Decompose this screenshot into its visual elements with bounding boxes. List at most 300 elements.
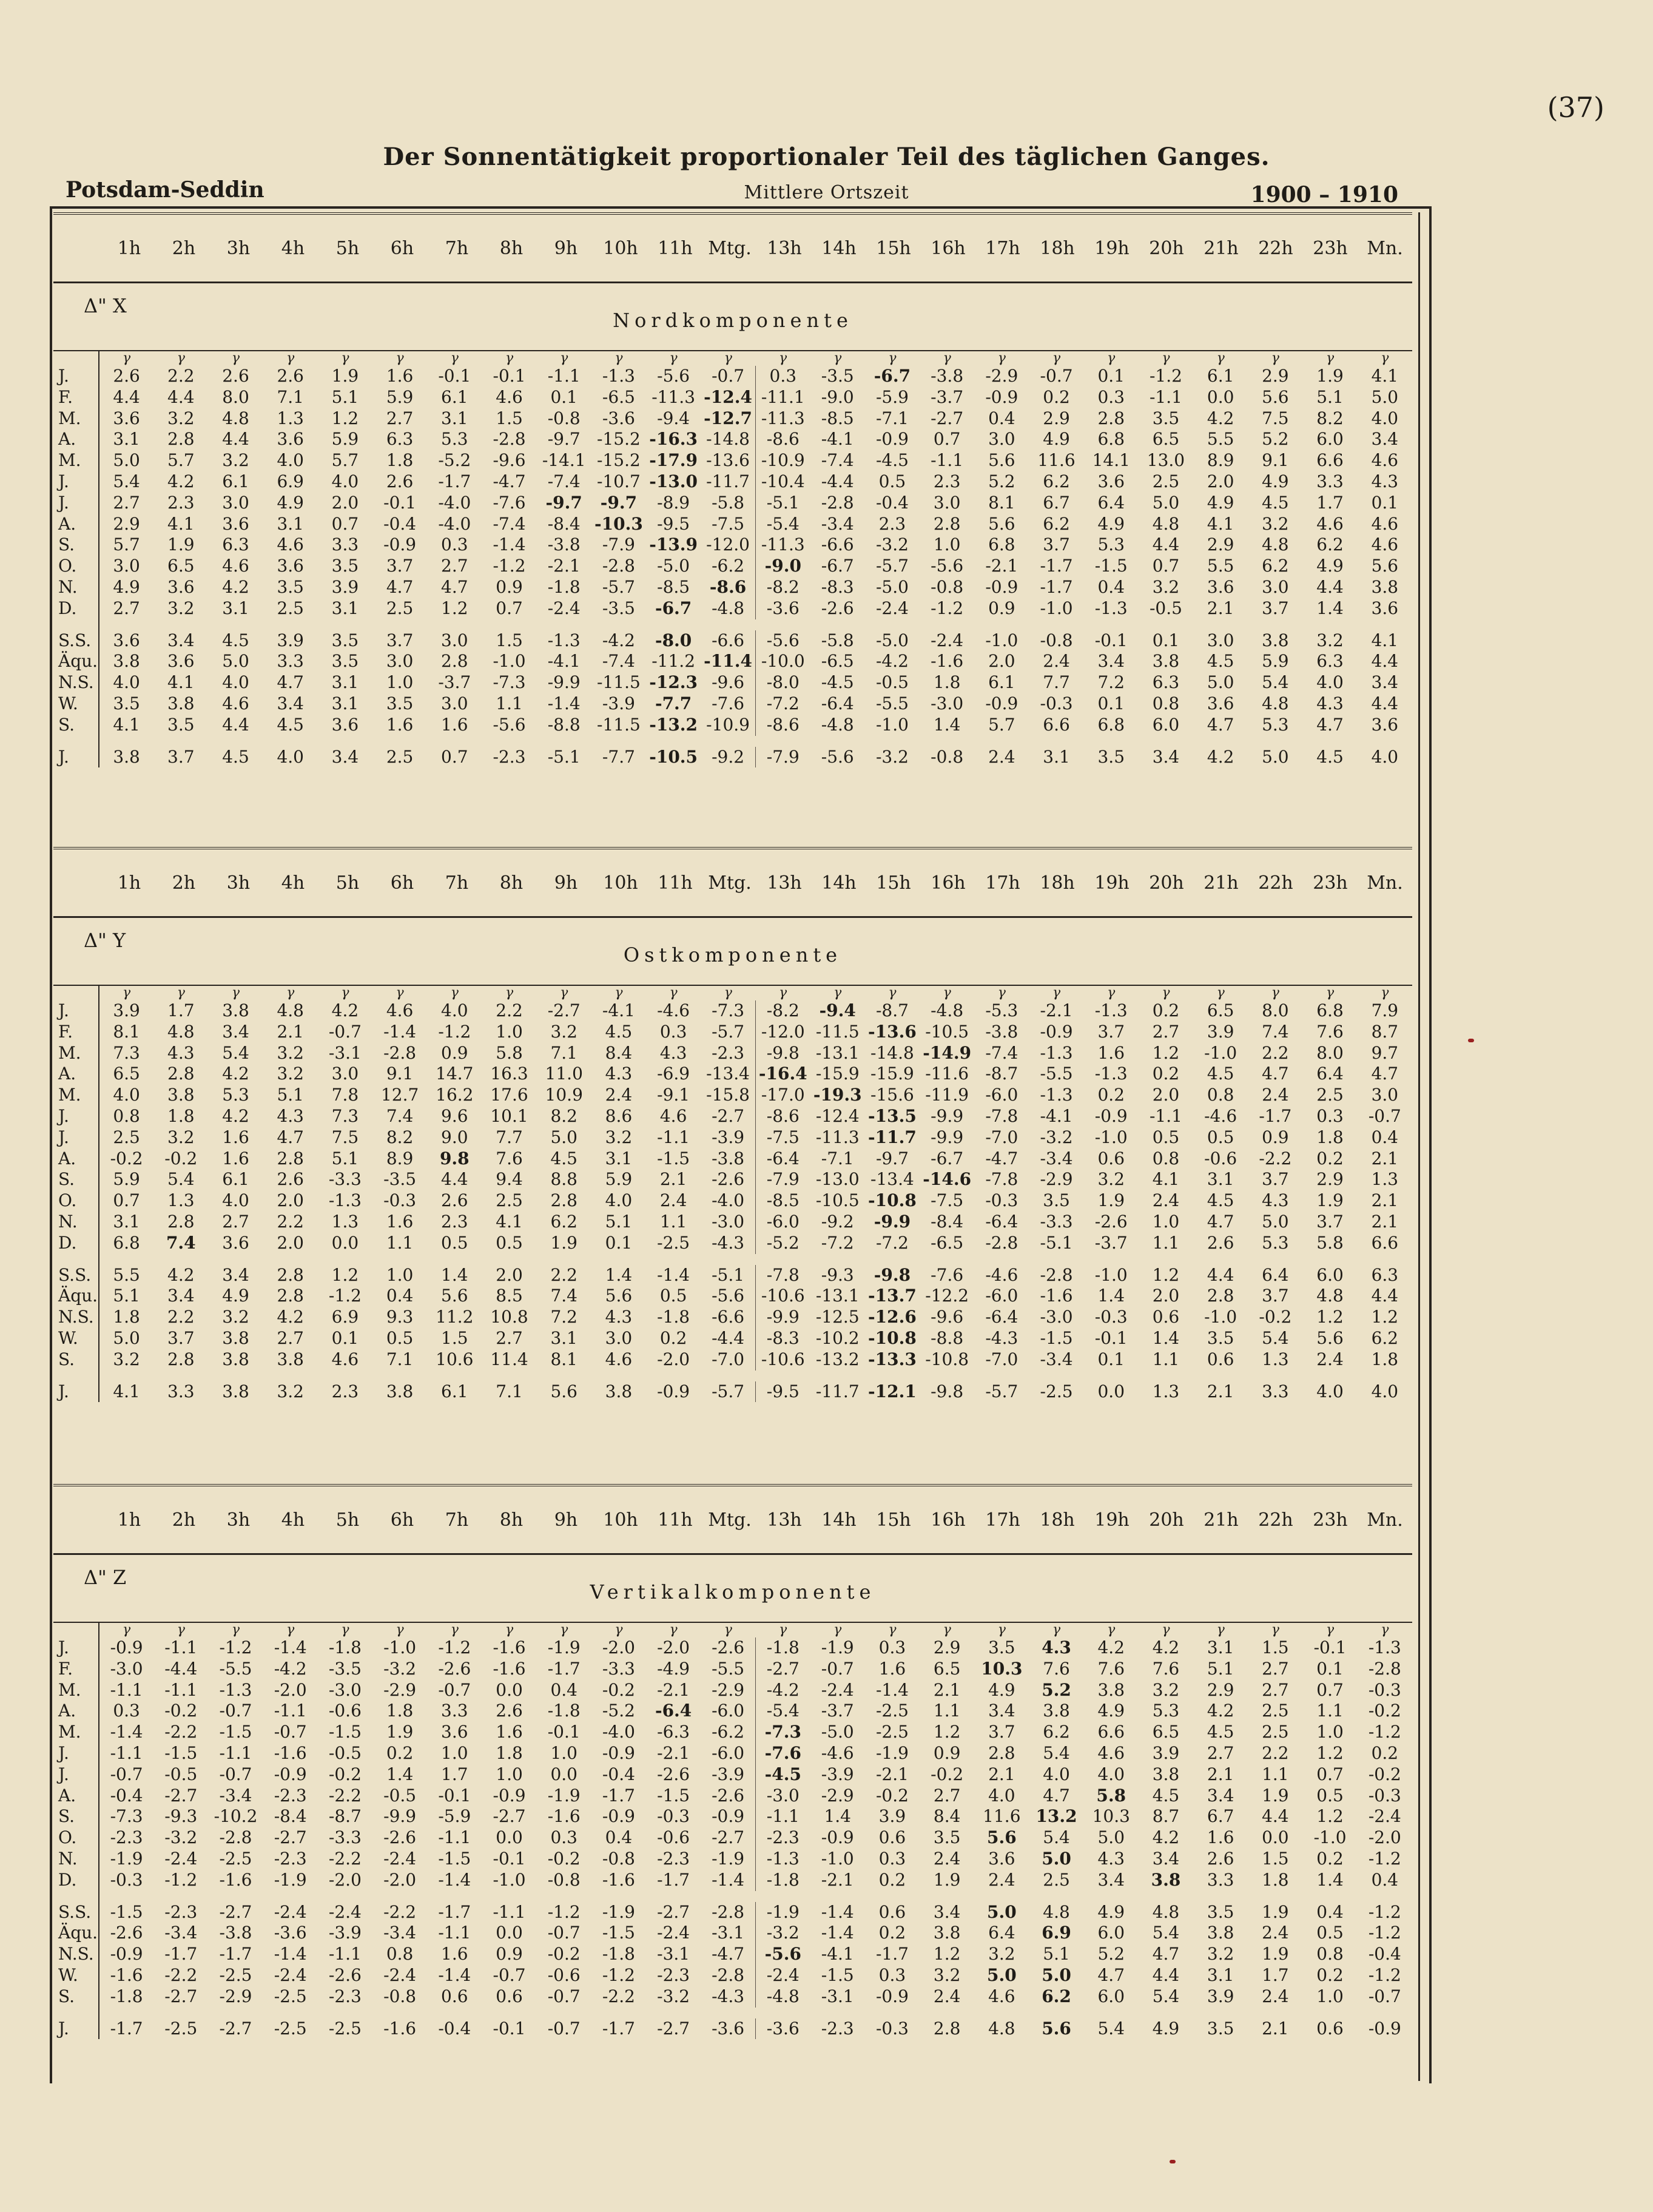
table-cell: -4.0 xyxy=(438,492,471,513)
table-cell: 3.7 xyxy=(1316,1211,1344,1232)
table-cell: 0.0 xyxy=(496,1679,523,1700)
table-cell: 4.4 xyxy=(1371,651,1399,672)
table-cell: -7.6 xyxy=(764,1742,801,1763)
table-cell: 3.6 xyxy=(113,630,140,650)
table-cell: 3.4 xyxy=(1152,1848,1180,1869)
table-cell: -11.3 xyxy=(815,1127,860,1147)
table-cell: -0.3 xyxy=(657,1806,690,1827)
table-cell: -6.7 xyxy=(931,1148,964,1168)
table-cell: -12.4 xyxy=(701,387,755,408)
table-cell: -2.6 xyxy=(701,1637,755,1659)
table-cell: -6.4 xyxy=(655,1701,692,1721)
table-cell: 9.8 xyxy=(439,1148,470,1168)
table-cell: -1.9 xyxy=(274,1869,307,1890)
table-cell: 4.2 xyxy=(1097,1637,1125,1657)
table-cell: 0.6 xyxy=(496,1986,523,2006)
table-cell: -5.0 xyxy=(875,576,909,597)
hour-label: 21h xyxy=(1204,1509,1239,1531)
unit-symbol: γ xyxy=(1216,986,1225,1000)
table-cell: -11.6 xyxy=(925,1064,969,1084)
table-cell: 2.5 xyxy=(1316,1085,1344,1105)
unit-row xyxy=(53,1623,1412,1637)
table-cell: -2.4 xyxy=(657,1923,690,1943)
table-cell: 0.7 xyxy=(496,598,523,618)
table-cell: 8.8 xyxy=(550,1169,577,1190)
table-cell: -0.9 xyxy=(1040,1021,1073,1042)
table-cell: 4.5 xyxy=(1316,746,1344,767)
table-cell: 4.5 xyxy=(1152,1785,1180,1806)
table-cell: 2.8 xyxy=(167,1064,195,1084)
table-cell: 5.4 xyxy=(113,471,140,491)
table-cell: -0.8 xyxy=(1040,630,1073,650)
table-cell: 4.7 xyxy=(1371,1064,1399,1084)
table-cell: 3.5 xyxy=(988,1637,1015,1657)
table-cell: -4.0 xyxy=(602,1722,635,1742)
table-cell: -1.0 xyxy=(985,630,1018,650)
table-cell: 0.5 xyxy=(1316,1923,1344,1943)
table-cell: 3.4 xyxy=(1207,1785,1234,1806)
table-cell: 1.5 xyxy=(496,630,523,650)
table-cell: -0.2 xyxy=(328,1764,362,1784)
table-cell: -1.8 xyxy=(657,1307,690,1327)
table-cell: -1.6 xyxy=(383,2018,417,2038)
table-cell: -1.9 xyxy=(701,1849,755,1870)
table-cell: 5.6 xyxy=(605,1286,633,1306)
table-cell: -2.8 xyxy=(1368,1658,1401,1679)
table-cell: 6.3 xyxy=(386,429,414,450)
table-cell: -3.1 xyxy=(657,1944,690,1964)
table-cell: 1.6 xyxy=(386,366,414,386)
row-label: W. xyxy=(53,1328,99,1349)
table-cell: 4.4 xyxy=(113,386,140,407)
table-cell: 9.7 xyxy=(1371,1042,1399,1063)
table-cell: -2.0 xyxy=(1368,1827,1401,1848)
table-cell: 6.6 xyxy=(1316,450,1344,471)
table-cell: -12.0 xyxy=(761,1021,805,1042)
table-cell: -2.8 xyxy=(985,1232,1018,1253)
table-cell: 4.5 xyxy=(1207,651,1234,672)
component-title-row xyxy=(53,283,1412,351)
table-cell: 3.2 xyxy=(113,1349,140,1369)
table-cell: 2.7 xyxy=(496,1327,523,1348)
table-cell: -1.2 xyxy=(1368,1848,1401,1869)
table-cell: -2.5 xyxy=(274,2018,307,2038)
table-cell: -1.3 xyxy=(602,366,635,386)
table-cell: 6.4 xyxy=(1262,1264,1289,1285)
hour-label: 23h xyxy=(1313,872,1348,894)
table-cell: -2.7 xyxy=(701,1106,755,1127)
table-cell: -4.2 xyxy=(875,651,909,672)
table-cell: -7.4 xyxy=(602,651,635,672)
table-cell: -5.6 xyxy=(766,630,800,650)
table-cell: -0.5 xyxy=(328,1742,362,1763)
table-cell: -0.8 xyxy=(383,1986,417,2006)
table-cell: 3.2 xyxy=(605,1127,633,1147)
table-cell: 5.3 xyxy=(1262,714,1289,735)
unit-row xyxy=(53,986,1412,1000)
table-cell: 6.0 xyxy=(1152,714,1180,735)
table-cell: 4.7 xyxy=(277,672,304,693)
table-cell: -7.9 xyxy=(766,746,800,767)
table-cell: -1.7 xyxy=(1040,556,1073,576)
table-cell: 6.2 xyxy=(550,1211,577,1232)
table-cell: -1.0 xyxy=(1204,1307,1237,1327)
table-cell: -8.5 xyxy=(821,408,854,428)
table-cell: 5.0 xyxy=(1152,492,1180,513)
table-cell: -6.0 xyxy=(766,1211,800,1232)
table-cell: 1.6 xyxy=(496,1722,523,1742)
table-cell: -4.4 xyxy=(164,1658,198,1679)
hour-label: 18h xyxy=(1040,872,1075,894)
table-cell: -15.6 xyxy=(870,1085,914,1105)
table-cell: 2.0 xyxy=(1207,471,1234,491)
hour-label: 14h xyxy=(821,1509,857,1531)
table-cell: 4.0 xyxy=(1316,672,1344,693)
table-cell: 2.2 xyxy=(1262,1742,1289,1763)
table-cell: 3.9 xyxy=(1152,1742,1180,1763)
table-row xyxy=(53,387,1412,408)
table-cell: 4.9 xyxy=(988,1679,1015,1700)
component-title: Vertikalkomponente xyxy=(590,1580,876,1603)
table-cell: 4.8 xyxy=(222,408,249,428)
table-cell: 3.7 xyxy=(988,1722,1015,1742)
table-cell: -0.7 xyxy=(547,1923,581,1943)
table-cell: -10.8 xyxy=(925,1349,969,1369)
table-cell: 8.9 xyxy=(1207,450,1234,471)
table-cell: -9.8 xyxy=(874,1264,911,1285)
row-label: J. xyxy=(53,1743,99,1764)
table-cell: 0.5 xyxy=(441,1232,468,1253)
table-cell: -7.1 xyxy=(821,1148,854,1168)
table-cell: 1.8 xyxy=(1316,1127,1344,1147)
table-cell: 3.0 xyxy=(1371,1085,1399,1105)
row-label: D. xyxy=(53,598,99,619)
hour-label: 15h xyxy=(876,237,911,259)
table-cell: 0.0 xyxy=(331,1232,359,1253)
unit-symbol: γ xyxy=(177,1623,185,1637)
table-cell: -6.2 xyxy=(701,556,755,577)
row-label: F. xyxy=(53,1659,99,1680)
table-cell: -11.7 xyxy=(701,471,755,493)
table-cell: 0.9 xyxy=(441,1042,468,1063)
unit-symbol: γ xyxy=(1325,351,1335,366)
table-cell: -0.9 xyxy=(602,1742,635,1763)
table-cell: 6.8 xyxy=(1097,714,1125,735)
table-cell: 3.2 xyxy=(550,1021,577,1042)
table-cell: 2.1 xyxy=(1262,2018,1289,2038)
table-cell: 10.9 xyxy=(545,1085,583,1105)
table-cell: 5.4 xyxy=(1152,1986,1180,2006)
row-label: N.S. xyxy=(53,1307,99,1328)
table-cell: -4.2 xyxy=(274,1658,307,1679)
unit-symbol: γ xyxy=(888,1623,897,1637)
table-cell: -12.5 xyxy=(815,1307,860,1327)
row-label: Äqu. xyxy=(53,651,99,672)
hour-label: 4h xyxy=(281,872,305,894)
table-cell: -4.1 xyxy=(1040,1105,1073,1126)
table-cell: -1.2 xyxy=(547,1901,581,1922)
table-cell: 0.3 xyxy=(113,1701,140,1721)
table-cell: 2.1 xyxy=(1371,1148,1399,1168)
table-cell: -0.9 xyxy=(701,1806,755,1827)
unit-symbol: γ xyxy=(396,351,404,366)
table-cell: 1.8 xyxy=(167,1105,195,1126)
table-cell: -1.5 xyxy=(110,1901,143,1922)
table-cell: -1.2 xyxy=(219,1637,252,1657)
table-cell: 6.1 xyxy=(222,1169,249,1190)
table-cell: -1.4 xyxy=(383,1021,417,1042)
table-cell: 6.2 xyxy=(1043,513,1070,534)
table-cell: -0.4 xyxy=(110,1785,143,1806)
table-cell: -8.5 xyxy=(657,576,690,597)
table-cell: 4.6 xyxy=(659,1105,687,1126)
unit-symbol: γ xyxy=(833,1623,842,1637)
table-cell: 4.4 xyxy=(1371,1286,1399,1306)
table-cell: -2.7 xyxy=(657,1901,690,1922)
table-row xyxy=(53,450,1412,471)
table-cell: -3.2 xyxy=(383,1658,417,1679)
table-row xyxy=(53,1085,1412,1106)
table-cell: 3.1 xyxy=(331,693,359,713)
table-cell: 8.1 xyxy=(550,1349,577,1369)
table-cell: -5.9 xyxy=(875,386,909,407)
table-cell: 0.3 xyxy=(878,1964,906,1985)
table-cell: 9.1 xyxy=(1262,450,1289,471)
table-cell: 3.0 xyxy=(988,429,1015,450)
table-cell: -0.4 xyxy=(1368,1944,1401,1964)
table-cell: 5.4 xyxy=(222,1042,249,1063)
table-cell: 3.1 xyxy=(277,513,304,534)
table-cell: 3.7 xyxy=(386,630,414,650)
table-cell: -2.5 xyxy=(657,1232,690,1253)
row-label: Äqu. xyxy=(53,1286,99,1307)
table-cell: -1.1 xyxy=(164,1637,198,1657)
row-label: J. xyxy=(53,493,99,514)
table-cell: 5.6 xyxy=(550,1381,577,1401)
table-cell: -1.3 xyxy=(1094,598,1128,618)
table-cell: -7.4 xyxy=(985,1042,1018,1063)
table-cell: -1.2 xyxy=(1149,366,1182,386)
table-cell: -4.6 xyxy=(657,1000,690,1020)
table-cell: 2.1 xyxy=(1371,1211,1399,1232)
table-cell: 0.4 xyxy=(988,408,1015,428)
table-cell: 3.9 xyxy=(277,630,304,650)
table-row xyxy=(53,693,1412,715)
table-cell: -2.0 xyxy=(602,1637,635,1657)
table-cell: 2.6 xyxy=(222,366,249,386)
table-cell: -6.0 xyxy=(985,1286,1018,1306)
unit-symbol: γ xyxy=(1381,351,1389,366)
table-cell: 4.8 xyxy=(1043,1901,1070,1922)
table-cell: 3.8 xyxy=(167,693,195,713)
table-cell: -8.7 xyxy=(985,1064,1018,1084)
table-cell: -2.2 xyxy=(164,1722,198,1742)
table-cell: -1.0 xyxy=(493,651,526,672)
table-cell: -2.6 xyxy=(438,1658,471,1679)
table-cell: -1.9 xyxy=(821,1637,854,1657)
table-cell: -10.3 xyxy=(594,513,643,534)
table-cell: 4.4 xyxy=(222,429,249,450)
table-cell: 8.6 xyxy=(605,1105,633,1126)
table-cell: 7.3 xyxy=(113,1042,140,1063)
table-cell: -7.3 xyxy=(110,1806,143,1827)
table-cell: -13.4 xyxy=(870,1169,914,1190)
table-cell: -0.2 xyxy=(875,1785,909,1806)
table-cell: 1.0 xyxy=(550,1742,577,1763)
ink-mark xyxy=(1468,1039,1474,1042)
unit-symbol: γ xyxy=(450,351,459,366)
table-cell: -10.7 xyxy=(597,471,641,491)
table-cell: 5.0 xyxy=(1371,386,1399,407)
table-cell: -7.2 xyxy=(766,693,800,713)
table-cell: 1.3 xyxy=(1371,1169,1399,1190)
table-cell: -8.6 xyxy=(701,577,755,598)
table-cell: 2.7 xyxy=(277,1327,304,1348)
table-cell: 5.0 xyxy=(986,1964,1017,1985)
table-cell: 3.8 xyxy=(1207,1923,1234,1943)
table-cell: 9.1 xyxy=(386,1064,414,1084)
table-cell: -3.0 xyxy=(766,1785,800,1806)
table-cell: -0.5 xyxy=(1149,598,1182,618)
table-cell: -1.4 xyxy=(821,1923,854,1943)
row-label: O. xyxy=(53,556,99,577)
table-cell: -11.5 xyxy=(597,672,641,693)
row-label: J. xyxy=(53,1106,99,1127)
table-cell: 3.2 xyxy=(1207,1944,1234,1964)
table-cell: -0.9 xyxy=(985,693,1018,713)
table-cell: 9.3 xyxy=(386,1307,414,1327)
component-symbol: Δ" Y xyxy=(84,929,126,952)
table-cell: -2.9 xyxy=(985,366,1018,386)
row-label: M. xyxy=(53,1680,99,1701)
table-cell: 6.5 xyxy=(113,1064,140,1084)
table-cell: 3.4 xyxy=(222,1264,249,1285)
table-cell: 0.0 xyxy=(1097,1381,1125,1401)
table-cell: 3.5 xyxy=(331,556,359,576)
table-cell: -1.1 xyxy=(766,1806,800,1827)
table-cell: 1.1 xyxy=(1262,1764,1289,1784)
table-cell: 1.6 xyxy=(222,1127,249,1147)
table-cell: -1.5 xyxy=(1094,556,1128,576)
table-cell: 3.8 xyxy=(933,1923,961,1943)
table-cell: 4.8 xyxy=(167,1021,195,1042)
table-cell: -2.0 xyxy=(657,1349,690,1369)
table-cell: 3.8 xyxy=(1262,630,1289,650)
table-cell: -1.4 xyxy=(438,1869,471,1890)
table-cell: -12.1 xyxy=(868,1381,917,1401)
table-cell: 1.7 xyxy=(441,1764,468,1784)
table-cell: 1.4 xyxy=(1316,598,1344,618)
table-cell: 3.8 xyxy=(1371,576,1399,597)
unit-symbol: γ xyxy=(177,986,185,1000)
data-table xyxy=(53,986,1412,1402)
row-label: M. xyxy=(53,450,99,471)
table-cell: 2.8 xyxy=(277,1286,304,1306)
table-cell: 5.1 xyxy=(1316,386,1344,407)
table-cell: 0.5 xyxy=(386,1327,414,1348)
table-row xyxy=(53,1000,1412,1022)
table-cell: 4.3 xyxy=(167,1042,195,1063)
table-cell: 3.4 xyxy=(933,1901,961,1922)
table-cell: -3.5 xyxy=(602,598,635,618)
table-cell: -5.5 xyxy=(219,1658,252,1679)
table-cell: -14.9 xyxy=(923,1042,972,1063)
table-cell: -7.4 xyxy=(547,471,581,491)
table-cell: 3.0 xyxy=(331,1064,359,1084)
table-cell: 1.2 xyxy=(331,408,359,428)
table-cell: 6.1 xyxy=(441,386,468,407)
table-cell: 1.3 xyxy=(1262,1349,1289,1369)
table-cell: 4.0 xyxy=(441,1000,468,1020)
row-label: J. xyxy=(53,1381,99,1403)
table-cell: 2.0 xyxy=(496,1264,523,1285)
table-cell: -1.8 xyxy=(547,576,581,597)
table-cell: -1.4 xyxy=(657,1264,690,1285)
table-cell: -3.4 xyxy=(1040,1148,1073,1168)
table-cell: -13.3 xyxy=(868,1349,917,1369)
hour-label: 19h xyxy=(1094,1509,1129,1531)
unit-symbol: γ xyxy=(231,986,240,1000)
table-cell: 0.5 xyxy=(878,471,906,491)
table-cell: -1.2 xyxy=(1368,1722,1401,1742)
table-cell: 1.3 xyxy=(167,1190,195,1211)
table-cell: 3.8 xyxy=(222,1381,249,1401)
table-cell: 3.2 xyxy=(222,450,249,471)
table-cell: -1.1 xyxy=(1149,1105,1182,1126)
table-cell: 7.4 xyxy=(550,1286,577,1306)
hour-label: 7h xyxy=(445,872,469,894)
table-cell: 4.7 xyxy=(1207,1211,1234,1232)
table-cell: -3.2 xyxy=(875,534,909,555)
table-cell: 2.4 xyxy=(1152,1190,1180,1211)
table-row xyxy=(53,715,1412,736)
table-cell: 0.3 xyxy=(1316,1105,1344,1126)
table-cell: -9.3 xyxy=(164,1806,198,1827)
table-cell: 4.4 xyxy=(1207,1264,1234,1285)
table-cell: 0.0 xyxy=(1207,386,1234,407)
table-cell: 6.8 xyxy=(988,534,1015,555)
row-label: M. xyxy=(53,408,99,430)
table-cell: -4.2 xyxy=(766,1679,800,1700)
table-cell: -11.3 xyxy=(651,386,696,407)
table-cell: 5.1 xyxy=(331,386,359,407)
table-cell: -2.8 xyxy=(1040,1264,1073,1285)
table-cell: 0.2 xyxy=(1371,1742,1399,1763)
table-cell: 1.5 xyxy=(441,1327,468,1348)
table-cell: -1.9 xyxy=(110,1848,143,1869)
hour-label: Mtg. xyxy=(708,1509,752,1531)
table-cell: -4.5 xyxy=(821,672,854,693)
table-cell: 5.3 xyxy=(1262,1232,1289,1253)
table-cell: -0.4 xyxy=(383,513,417,534)
table-row xyxy=(53,1190,1412,1212)
table-cell: 6.9 xyxy=(331,1307,359,1327)
hour-label: 13h xyxy=(767,872,802,894)
table-cell: 13.0 xyxy=(1146,450,1185,471)
table-cell: 4.0 xyxy=(1316,1381,1344,1401)
unit-symbol: γ xyxy=(943,1623,951,1637)
table-cell: 3.4 xyxy=(167,1286,195,1306)
table-cell: -0.9 xyxy=(1094,1105,1128,1126)
table-cell: 6.5 xyxy=(1207,1000,1234,1020)
table-cell: 4.6 xyxy=(988,1986,1015,2006)
row-label: A. xyxy=(53,1701,99,1722)
table-cell: -4.0 xyxy=(438,513,471,534)
table-cell: 3.3 xyxy=(1207,1869,1234,1890)
table-cell: -1.0 xyxy=(493,1869,526,1890)
table-cell: -2.9 xyxy=(701,1680,755,1701)
table-cell: 2.1 xyxy=(933,1679,961,1700)
